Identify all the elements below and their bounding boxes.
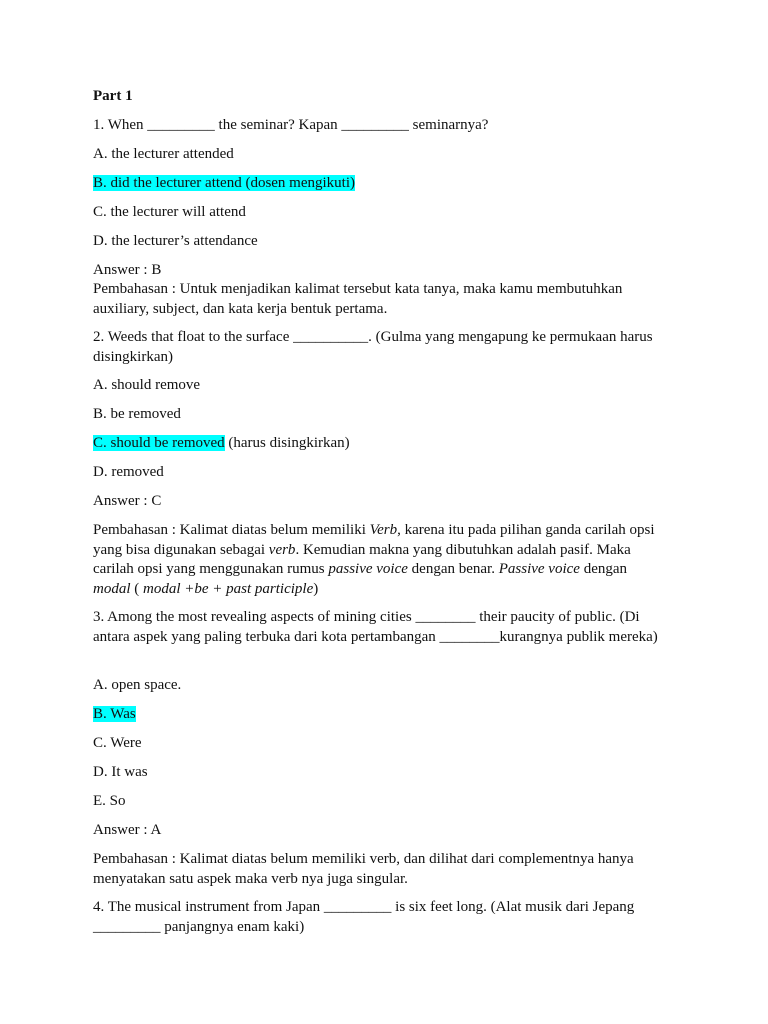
q2-expl-italic-formula: modal +be + past participle [143, 580, 314, 597]
q2-question: 2. Weeds that float to the surface __________. (Gulma yang mengapung ke permukaan harus disingkirkan) [93, 329, 653, 365]
q1-answer: Answer : B [93, 262, 162, 278]
q2-option-b: B. be removed [93, 406, 181, 422]
q2-expl-text-7: ) [313, 580, 319, 597]
q1-explanation: Pembahasan : Untuk menjadikan kalimat tersebut kata tanya, maka kamu membutuhkan auxiliary, subject, dan kata kerja bentuk pertama. [93, 281, 623, 317]
part-title: Part 1 [93, 88, 133, 104]
q4-question: 4. The musical instrument from Japan _________ is six feet long. (Alat musik dari Jepang _________ panjangnya enam kaki) [93, 899, 635, 935]
q3-option-e: E. So [93, 793, 126, 809]
q2-option-a: A. should remove [93, 377, 201, 393]
q2-expl-text-5: dengan [579, 561, 628, 577]
q2-expl-italic-passive-2: Passive voice [498, 561, 580, 577]
q1-option-c: C. the lecturer will attend [93, 204, 246, 220]
q3-explanation: Pembahasan : Kalimat diatas belum memiliki verb, dan dilihat dari complementnya hanya menyatakan satu aspek maka verb nya juga singular. [93, 851, 634, 887]
q3-option-c: C. Were [93, 735, 142, 751]
q2-answer: Answer : C [93, 493, 162, 509]
q1-option-b-highlight: B. did the lecturer attend (dosen mengikuti) [93, 175, 356, 191]
q3-option-d: D. It was [93, 764, 148, 780]
q3-question: 3. Among the most revealing aspects of mining cities ________ their paucity of public. (Di antara aspek yang paling terbuka dari kota pertambangan ________kurangnya publik mereka) [93, 609, 658, 645]
q2-expl-italic-passive: passive voice [328, 561, 408, 577]
q2-expl-text-2: , karena itu pada pilihan ganda carilah opsi yang bisa digunakan sebagai [93, 522, 655, 558]
q2-option-c [93, 434, 693, 454]
q2-option-c-translation: (harus disingkirkan) [224, 435, 350, 451]
q2-expl-text-3: . Kemudian makna yang dibutuhkan adalah pasif. Maka carilah opsi yang menggunakan rumus [93, 541, 631, 577]
q1-option-b [93, 174, 693, 194]
q2-expl-text-4: dengan benar. [407, 561, 499, 577]
q1-option-d: D. the lecturer’s attendance [93, 233, 258, 249]
q2-explanation [93, 521, 658, 599]
q3-option-b [93, 705, 693, 725]
q3-option-b-highlight: B. Was [93, 706, 136, 722]
q2-expl-italic-verb: Verb [369, 522, 398, 538]
q3-answer: Answer : A [93, 822, 162, 838]
q1-option-a: A. the lecturer attended [93, 146, 234, 162]
q2-option-d: D. removed [93, 464, 164, 480]
q2-expl-italic-modal: modal [93, 580, 131, 597]
q1-question: 1. When _________ the seminar? Kapan _________ seminarnya? [93, 117, 489, 133]
q2-expl-italic-verb-2: verb [268, 541, 296, 558]
q2-expl-text-1: Pembahasan : Kalimat diatas belum memiliki [93, 522, 370, 538]
q3-option-a: A. open space. [93, 677, 182, 693]
q2-expl-text-6: ( [130, 580, 143, 597]
q2-option-c-highlight: C. should be removed [93, 435, 225, 451]
